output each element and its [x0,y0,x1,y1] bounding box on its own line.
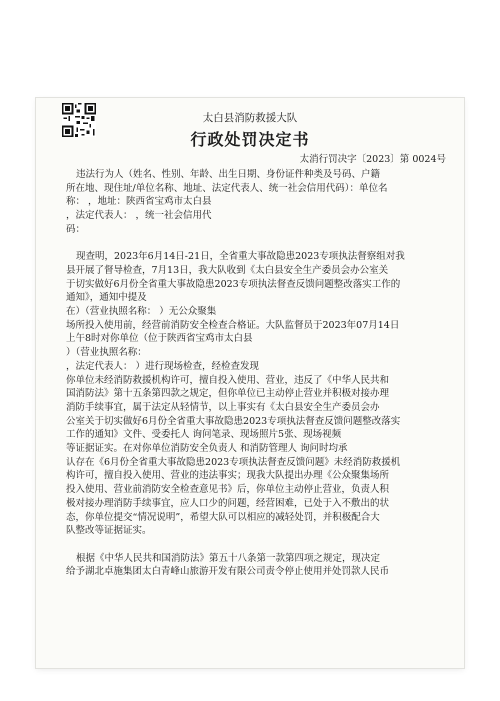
body-line: ，法定代表人： ，统一社会信用代 [66,210,212,222]
body-line: 县开展了督导检查，7月13日，我大队收到《太白县安全生产委员会办公室关 [66,264,389,276]
body-line: 给予湖北卓施集团太白青峰山旅游开发有限公司责令停止使用并处罚款人民币 [66,566,390,578]
qr-code [62,103,96,137]
body-line: 投入使用、营业前消防安全检查意见书》后，你单位主动停止营业，负责人积 [66,484,390,496]
body-line: 态，你单位提交“情况说明”，希望大队可以相应的减轻处罚，并积极配合大 [66,511,380,523]
body-line: 所在地、现住址/单位名称、地址、法定代表人、统一社会信用代码）：单位名 [66,182,388,194]
body-line: 国消防法》第十五条第四款之规定，但你单位已主动停止营业并积极对接办理 [66,388,390,400]
body-line: 公室关于切实做好6月份全省重大事故隐患2023专项执法督查反馈问题整改落实 [66,415,401,427]
body-line: 通知》，通知中提及 [66,292,147,304]
body-line: 码： [66,223,86,235]
agency-name: 太白县消防救援大队 [202,112,298,124]
body-line: 消防手续事宜，属于法定从轻情节，以上事实有《太白县安全生产委员会办 [66,401,380,413]
body-line: 你单位未经消防救援机构许可，擅自投入使用、营业，违反了《中华人民共和 [66,374,390,386]
body-line: 认存在《6月份全省重大事故隐患2023专项执法督查反馈问题》未经消防救援机 [66,456,401,468]
body-line: 构许可，擅自投入使用、营业的违法事实；现我大队提出办理《公众聚集场所 [66,470,390,482]
body-line: 称： ，地址：陕西省宝鸡市太白县 [66,196,212,208]
document-number: 太消行罚决字〔2023〕第 0024号 [299,154,446,165]
body-line: 工作的通知》文件、受委托人 询问笔录、现场照片5张、现场视频 [66,429,342,441]
body-line: 于切实做好6月份全省重大事故隐患2023专项执法督查反馈问题整改落实工作的 [66,278,401,290]
body-line: ，法定代表人： ）进行现场检查，经检查发现 [66,360,260,372]
body-line: 根据《中华人民共和国消防法》第五十八条第一款第四项之规定，现决定 [76,552,381,564]
body-line: 在）（营业执照名称： ）无公众聚集 [66,306,217,317]
body-line: 队整改等证据证实。 [66,525,152,537]
body-line: 极对接办理消防手续事宜，应人口少的问题，经营困难，已处于入不敷出的状 [66,497,390,509]
body-line: ）（营业执照名称： [66,347,147,359]
body-line: 上午8时对你单位（位于陕西省宝鸡市太白县 [66,333,253,345]
body-line: 等证据证实。在对你单位消防安全负责人 和消防管理人 询问时均承 [66,443,348,454]
document-title: 行政处罚决定书 [190,130,310,149]
body-line: 现查明，2023年6月14日-21日，全省重大事故隐患2023专项执法督察组对我 [76,251,405,263]
body-line: 违法行为人（姓名、性别、年龄、出生日期、身份证件种类及号码、户籍 [76,169,381,180]
body-line: 场所投入使用前，经营前消防安全检查合格证。大队监督员于2023年07月14日 [66,319,400,331]
